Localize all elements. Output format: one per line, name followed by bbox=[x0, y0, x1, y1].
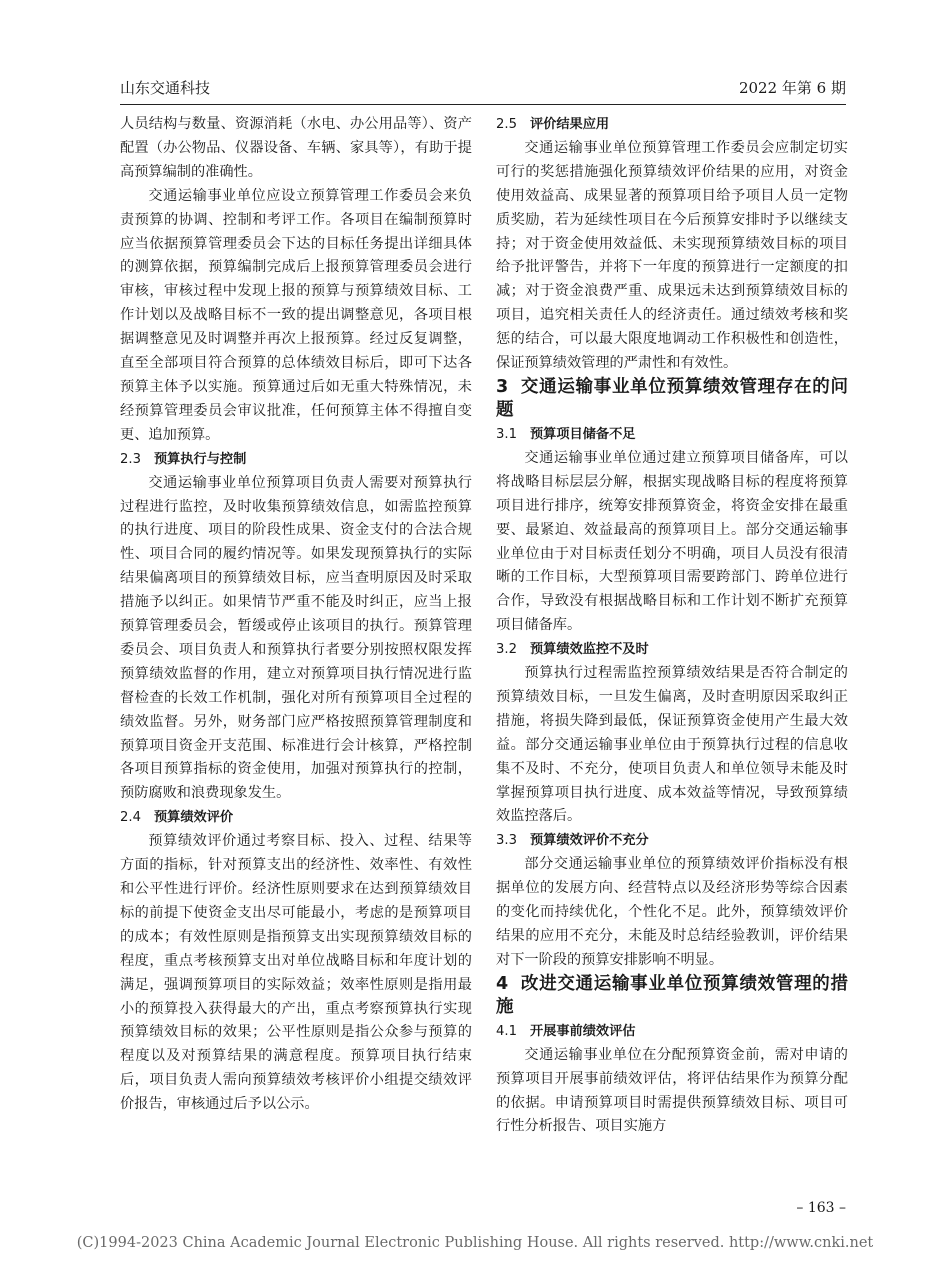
page-number: – 163 – bbox=[796, 1200, 846, 1216]
section-title: 预算绩效评价 bbox=[154, 810, 234, 826]
section-number: 2.3 bbox=[120, 451, 141, 467]
header-rule bbox=[120, 104, 846, 105]
section-title: 预算绩效评价不充分 bbox=[530, 833, 649, 849]
section-heading-4 bbox=[496, 973, 848, 1020]
section-number: 3.3 bbox=[496, 833, 517, 849]
paragraph: 预算执行过程需监控预算绩效结果是否符合制定的预算绩效目标，一旦发生偏离，及时查明原因采取纠正措施，将损失降到最低，保证预算资金使用产生最大效益。部分交通运输事业单位由于预算执行过程的信息收集不及时、不充分，使项目负责人和单位领导未能及时掌握预算项目执行进度、成本效益等情况，导致预算绩效监控落后。 bbox=[496, 665, 848, 825]
section-title: 预算绩效监控不及时 bbox=[530, 642, 649, 658]
right-column bbox=[496, 113, 848, 1139]
section-number: 4 bbox=[496, 973, 509, 994]
section-heading-3-3 bbox=[496, 829, 848, 853]
paragraph: 交通运输事业单位通过建立预算项目储备库，可以将战略目标层层分解，根据实现战略目标的程度将预算项目进行排序，统筹安排预算资金，将资金安排在最重要、最紧迫、效益最高的预算项目上。部分交通运输事业单位由于对目标责任划分不明确，项目人员没有很清晰的工作目标，大型预算项目需要跨部门、跨单位进行合作，导致没有根据战略目标和工作计划不断扩充预算项目储备库。 bbox=[496, 449, 848, 634]
paragraph: 人员结构与数量、资源消耗（水电、办公用品等）、资产配置（办公物品、仪器设备、车辆、家具等），有助于提高预算编制的准确性。 bbox=[120, 116, 472, 180]
section-heading-2-4 bbox=[120, 806, 472, 830]
section-heading-4-1 bbox=[496, 1020, 848, 1044]
paragraph: 交通运输事业单位预算项目负责人需要对预算执行过程进行监控，及时收集预算绩效信息，如需监控预算的执行进度、项目的阶段性成果、资金支付的合法合规性、项目合同的履约情况等。如果发现预算执行的实际结果偏离项目的预算绩效目标，应当查明原因及时采取措施予以纠正。如果情节严重不能及时纠正，应当上报预算管理委员会，暂缓或停止该项目的执行。预算管理委员会、项目负责人和预算执行者要分别按照权限发挥预算绩效监督的作用，建立对预算项目执行情况进行监督检查的长效工作机制，强化对所有预算项目全过程的绩效监督。另外，财务部门应严格按照预算管理制度和预算项目资金开支范围、标准进行会计核算，严格控制各项目预算指标的资金使用，加强对预算执行的控制，预防腐败和浪费现象发生。 bbox=[120, 474, 472, 802]
section-title: 预算项目储备不足 bbox=[530, 426, 636, 442]
section-title: 评价结果应用 bbox=[530, 117, 610, 132]
running-header bbox=[120, 77, 846, 99]
issue-number: 2022 年第 6 期 bbox=[738, 79, 846, 97]
left-column bbox=[120, 113, 472, 1117]
section-heading-3 bbox=[496, 376, 848, 423]
section-heading-2-3 bbox=[120, 448, 472, 472]
section-heading-3-2 bbox=[496, 638, 848, 662]
section-heading-3-1 bbox=[496, 423, 848, 447]
section-title: 预算执行与控制 bbox=[154, 451, 247, 467]
section-title: 开展事前绩效评估 bbox=[530, 1023, 636, 1039]
section-heading-2-5 bbox=[496, 113, 848, 137]
paragraph: 交通运输事业单位应设立预算管理工作委员会来负责预算的协调、控制和考评工作。各项目在编制预算时应当依据预算管理委员会下达的目标任务提出详细具体的测算依据，预算编制完成后上报预算管理委员会进行审核，审核过程中发现上报的预算与预算绩效目标、工作计划以及战略目标不一致的提出调整意见，各项目根据调整意见及时调整并再次上报预算。经过反复调整，直至全部项目符合预算的总体绩效目标后，即可下达各预算主体予以实施。预算通过后如无重大特殊情况，未经预算管理委员会审议批准，任何预算主体不得擅自变更、追加预算。 bbox=[120, 187, 472, 443]
section-number: 2.5 bbox=[496, 117, 517, 132]
section-number: 3.2 bbox=[496, 642, 517, 658]
journal-name: 山东交通科技 bbox=[120, 79, 211, 97]
paragraph: 交通运输事业单位预算管理工作委员会应制定切实可行的奖惩措施强化预算绩效评价结果的应用，对资金使用效益高、成果显著的预算项目给予项目人员一定物质奖励，若为延续性项目在今后预算安排时予以继续支持；对于资金使用效益低、未实现预算绩效目标的项目给予批评警告，并将下一年度的预算进行一定额度的扣减；对于资金浪费严重、成果远未达到预算绩效目标的项目，追究相关责任人的经济责任。通过绩效考核和奖惩的结合，可以最大限度地调动工作积极性和创造性，保证预算绩效管理的严肃性和有效性。 bbox=[496, 139, 848, 372]
section-number: 4.1 bbox=[496, 1023, 517, 1039]
paragraph: 交通运输事业单位在分配预算资金前，需对申请的预算项目开展事前绩效评估，将评估结果作为预算分配的依据。申请预算项目时需提供预算绩效目标、项目可行性分析报告、项目实施方 bbox=[496, 1046, 848, 1135]
copyright-footer: (C)1994-2023 China Academic Journal Electronic Publishing House. All rights reserved. http://www.cnki.net bbox=[76, 1235, 874, 1251]
paragraph: 部分交通运输事业单位的预算绩效评价指标没有根据单位的发展方向、经营特点以及经济形势等综合因素的变化而持续优化，个性化不足。此外，预算绩效评价结果的应用不充分，未能及时总结经验教训，评价结果对下一阶段的预算安排影响不明显。 bbox=[496, 856, 848, 968]
section-number: 3.1 bbox=[496, 426, 517, 442]
paragraph: 预算绩效评价通过考察目标、投入、过程、结果等方面的指标，针对预算支出的经济性、效率性、有效性和公平性进行评价。经济性原则要求在达到预算绩效目标的前提下使资金支出尽可能最小，考虑的是预算项目的成本；有效性原则是指预算支出实现预算绩效目标的程度，重点考核预算支出对单位战略目标和年度计划的满足，强调预算项目的实际效益；效率性原则是指用最小的预算投入获得最大的产出，重点考察预算执行实现预算绩效目标的效果；公平性原则是指公众参与预算的程度以及对预算结果的满意程度。预算项目执行结束后，项目负责人需向预算绩效考核评价小组提交绩效评价报告，审核通过后予以公示。 bbox=[120, 833, 472, 1113]
section-title: 改进交通运输事业单位预算绩效管理的措施 bbox=[496, 973, 848, 1018]
section-number: 2.4 bbox=[120, 810, 141, 826]
section-number: 3 bbox=[496, 376, 509, 397]
section-title: 交通运输事业单位预算绩效管理存在的问题 bbox=[496, 376, 848, 421]
